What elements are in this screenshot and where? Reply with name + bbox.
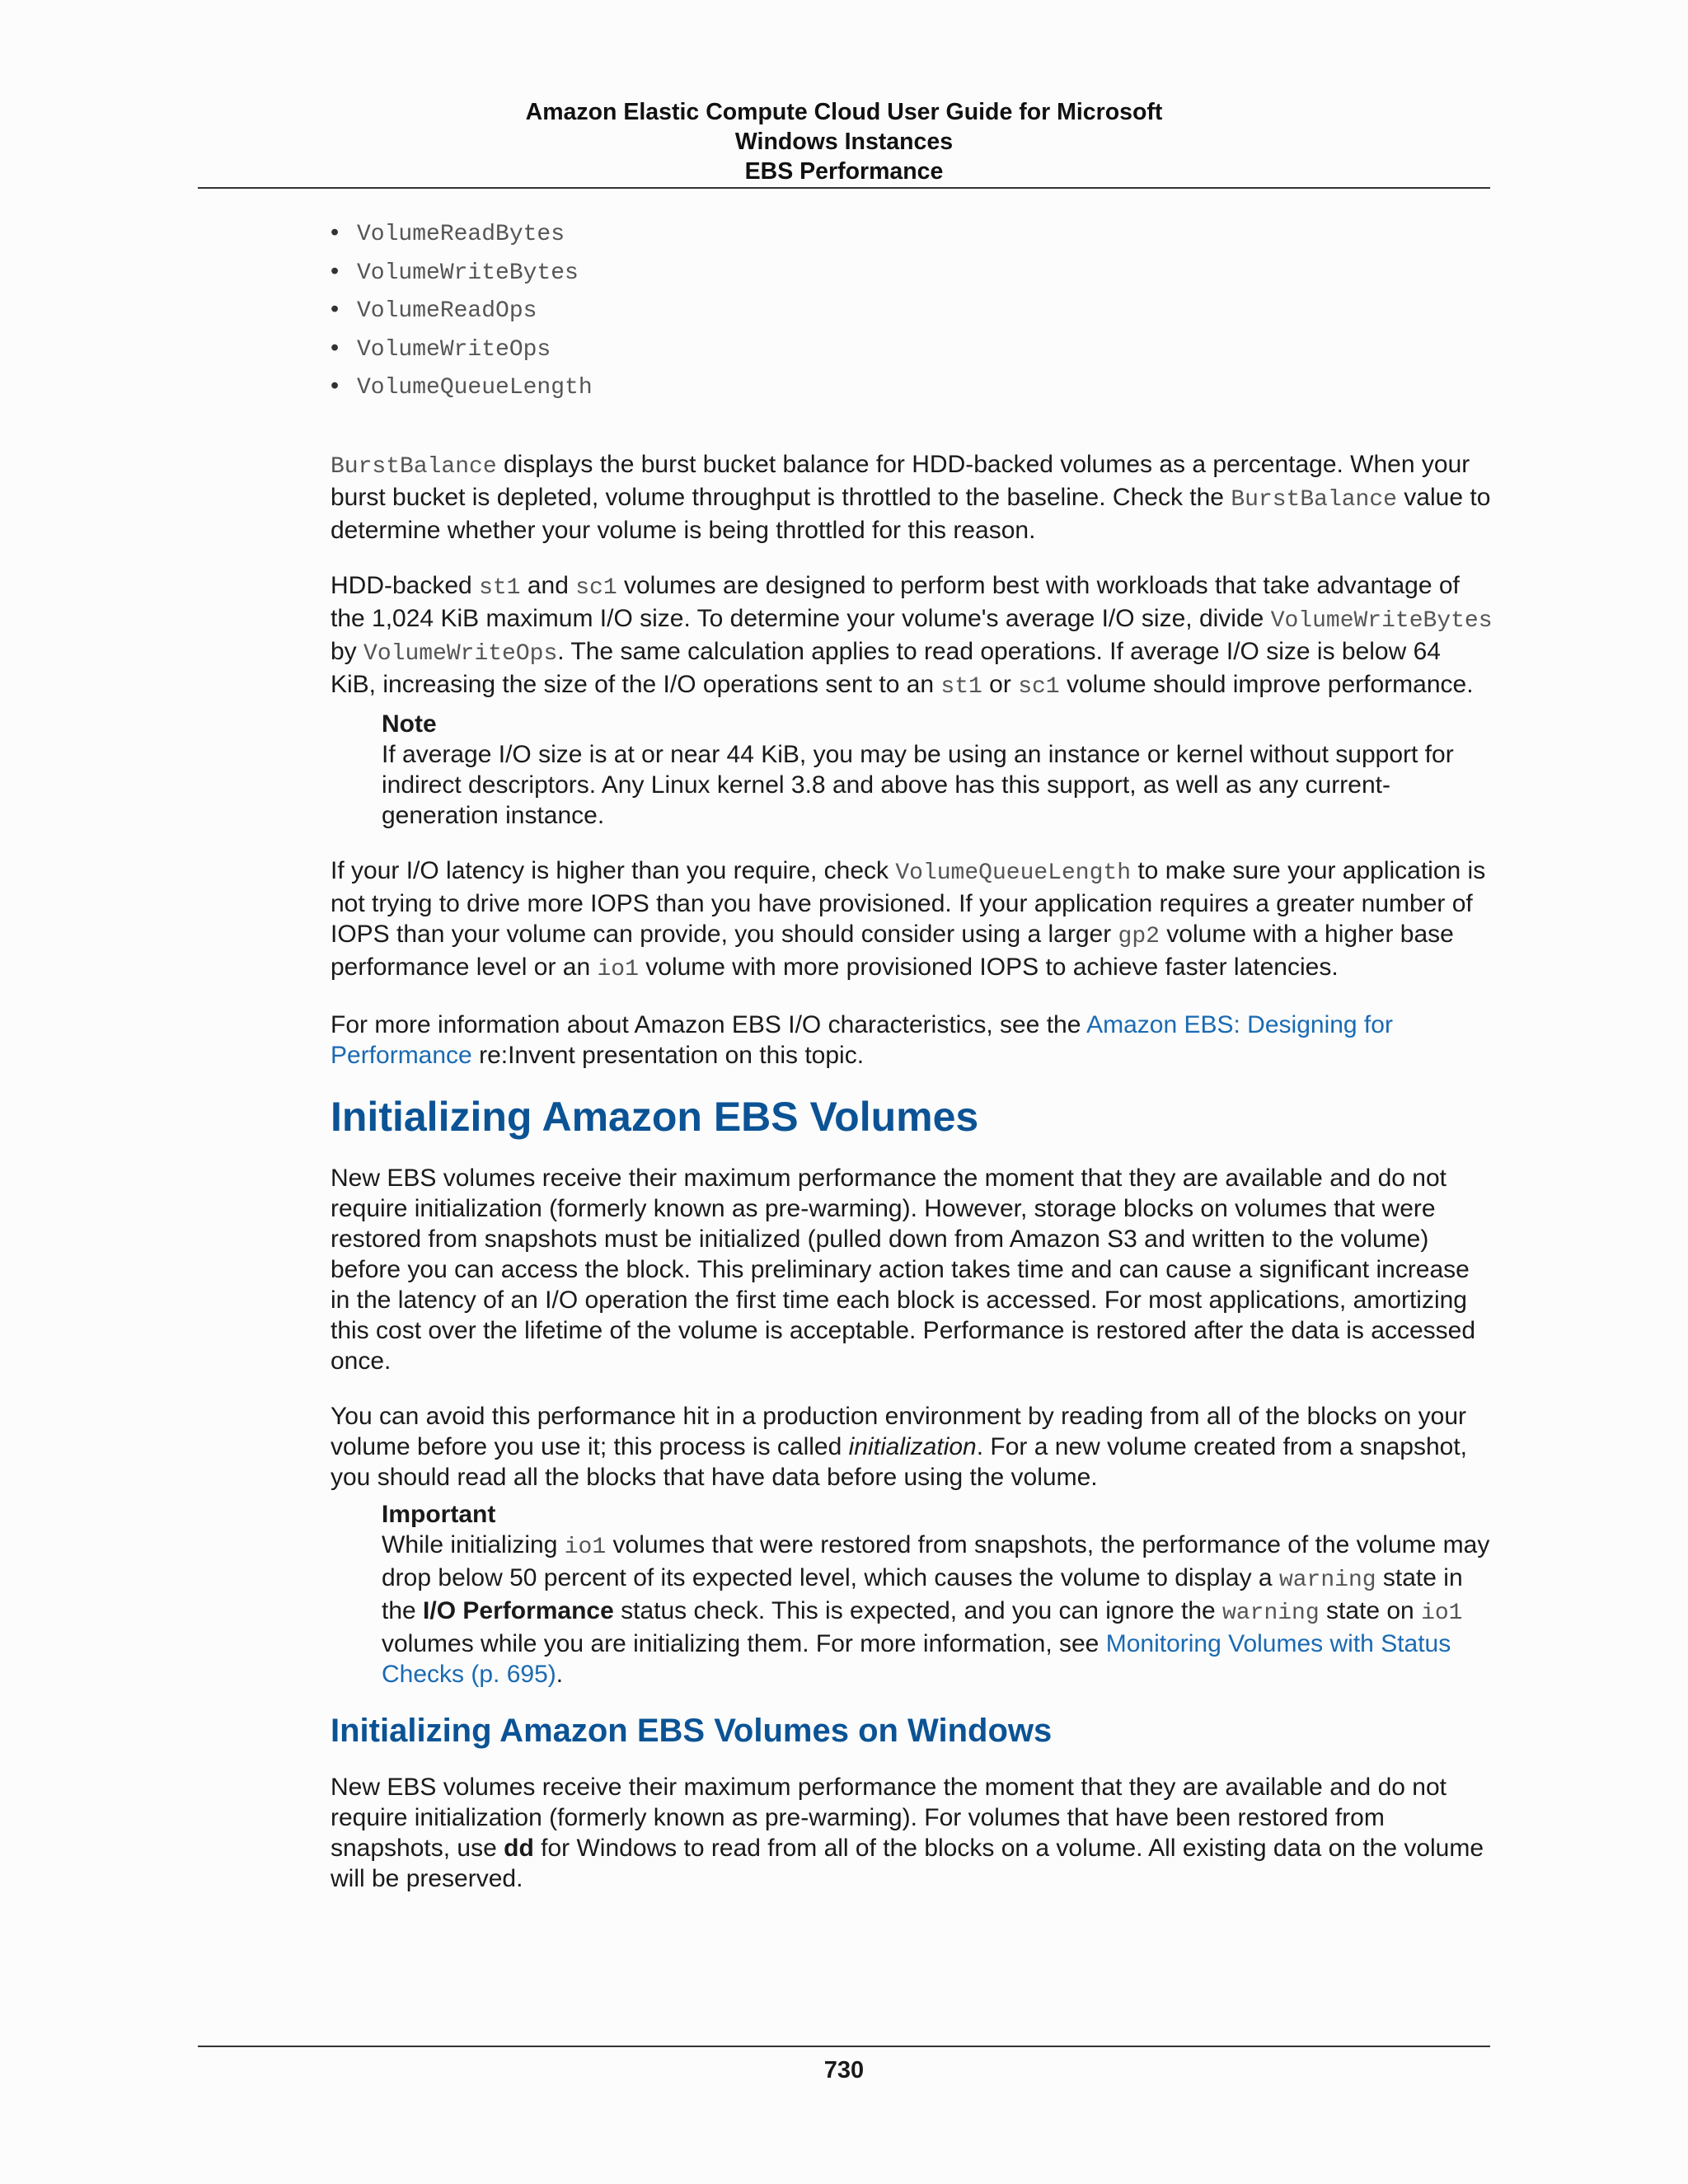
text: New EBS volumes receive their maximum performance the moment that they are available and do not require initialization (formerly known as pre-warming). For volumes that have been restored from snapshots, use: [331, 1773, 1447, 1862]
text: .: [556, 1660, 564, 1688]
important-text: [382, 1530, 1493, 1690]
designing-for-performance-link[interactable]: Amazon EBS: Designing for Performance: [331, 1010, 1393, 1069]
text: For more information about Amazon EBS I/O characteristics, see the: [331, 1010, 1087, 1038]
text: HDD-backed: [331, 571, 480, 599]
list-item: [331, 216, 1493, 255]
code-volumewriteops: VolumeWriteOps: [363, 640, 558, 667]
note-box: [382, 709, 1493, 831]
text: While initializing: [382, 1530, 565, 1558]
code-warning: warning: [1222, 1600, 1320, 1626]
header-guide-title: Amazon Elastic Compute Cloud User Guide for Microsoft: [525, 99, 1163, 125]
code-burstbalance: BurstBalance: [331, 453, 497, 480]
metric-name: VolumeWriteOps: [357, 336, 551, 363]
code-sc1: sc1: [575, 574, 617, 601]
emphasis-initialization: initialization: [848, 1432, 977, 1460]
code-volumequeuelength: VolumeQueueLength: [895, 860, 1131, 886]
text: or: [982, 670, 1019, 698]
text: If your I/O latency is higher than you require, check: [331, 856, 896, 884]
metric-name: VolumeReadOps: [357, 298, 537, 324]
monitoring-status-checks-link[interactable]: Monitoring Volumes with Status Checks (p. 695): [382, 1629, 1451, 1688]
note-text: If average I/O size is at or near 44 KiB, you may be using an instance or kernel without support for indirect descriptors. Any Linux kernel 3.8 and above has this support, as well as any current-generation instance.: [382, 740, 1454, 829]
text: state on: [1319, 1596, 1422, 1624]
page-number: 730: [823, 2057, 865, 2083]
text: displays the burst bucket balance for HDD-backed volumes as a percentage. When your burst bucket is depleted, volume throughput is throttled to the baseline. Check the: [331, 450, 1470, 511]
text: by: [331, 637, 364, 665]
list-item: [331, 369, 1493, 408]
text: volumes that were restored from snapshots, the performance of the volume may drop below 50 percent of its expected level, which causes the volume to display a: [382, 1530, 1490, 1591]
text: and: [520, 571, 576, 599]
bold-dd: dd: [504, 1834, 534, 1862]
code-st1: st1: [479, 574, 521, 601]
text: status check. This is expected, and you can ignore the: [613, 1596, 1223, 1624]
note-title: Note: [382, 710, 437, 738]
code-sc1: sc1: [1018, 673, 1060, 700]
text: volumes are designed to perform best with workloads that take advantage of the 1,024 KiB maximum I/O size. To determine your volume's average I/O size, divide: [331, 571, 1460, 632]
more-info-paragraph: [331, 1010, 1493, 1071]
text: . The same calculation applies to read operations. If average I/O size is below 64 KiB, increasing the size of the I/O operations sent to an: [331, 637, 1441, 698]
list-item: [331, 293, 1493, 331]
text: to make sure your application is not trying to drive more IOPS than you have provisioned. If your application requires a greater number of IOPS than your volume can provide, you should consider using a larger: [331, 856, 1486, 948]
latency-paragraph: [331, 855, 1493, 985]
windows-paragraph: [331, 1772, 1493, 1894]
metric-name: VolumeWriteBytes: [357, 260, 579, 286]
text: volume should improve performance.: [1059, 670, 1474, 698]
init-paragraph-1: New EBS volumes receive their maximum performance the moment that they are available and do not require initialization (formerly known as pre-warming). However, storage blocks on volumes that were restored from snapshots must be initialized (pulled down from Amazon S3 and written to the volume) before you can access the block. This preliminary action takes time and can cause a significant increase in the latency of an I/O operation the first time each block is accessed. For most applications, amortizing this cost over the lifetime of the volume is acceptable. Performance is restored after the data is accessed once.: [331, 1164, 1476, 1375]
header-chapter: EBS Performance: [744, 158, 944, 185]
text: You can avoid this performance hit in a production environment by reading from all of the blocks on your volume before you use it; this process is called: [331, 1402, 1467, 1460]
code-io1: io1: [1421, 1600, 1463, 1626]
header-guide-subtitle: Windows Instances: [734, 129, 954, 155]
text: state in the: [382, 1563, 1463, 1624]
text: re:Invent presentation on this topic.: [471, 1041, 865, 1069]
text: volumes while you are initializing them. For more information, see: [382, 1629, 1106, 1657]
text: volume with more provisioned IOPS to achieve faster latencies.: [638, 953, 1339, 981]
important-title: Important: [382, 1500, 496, 1528]
list-item: [331, 331, 1493, 370]
text: volume with a higher base performance level or an: [331, 920, 1454, 981]
text: . For a new volume created from a snapshot, you should read all the blocks that have data before using the volume.: [331, 1432, 1468, 1491]
header-divider: [198, 187, 1490, 189]
burst-balance-paragraph: [331, 449, 1493, 546]
text: value to determine whether your volume is being throttled for this reason.: [331, 483, 1491, 544]
code-io1: io1: [564, 1534, 607, 1560]
code-volumewritebytes: VolumeWriteBytes: [1270, 607, 1493, 634]
footer-divider: [198, 2046, 1490, 2047]
text: for Windows to read from all of the blocks on a volume. All existing data on the volume will be preserved.: [331, 1834, 1484, 1892]
bold-io-performance: I/O Performance: [423, 1596, 614, 1624]
list-item: [331, 255, 1493, 293]
metric-name: VolumeQueueLength: [357, 375, 593, 401]
code-io1: io1: [597, 956, 639, 982]
init-paragraph-2: [331, 1401, 1493, 1493]
code-warning: warning: [1278, 1567, 1376, 1593]
code-st1: st1: [940, 673, 982, 700]
hdd-backed-paragraph: [331, 570, 1493, 702]
page-header: [198, 97, 1490, 186]
metric-list: [331, 216, 1493, 408]
page-content: [331, 216, 1493, 1894]
important-box: [382, 1499, 1493, 1690]
code-burstbalance: BurstBalance: [1231, 486, 1397, 513]
subsection-title: Initializing Amazon EBS Volumes on Windows: [331, 1712, 1053, 1749]
metric-name: VolumeReadBytes: [357, 222, 565, 247]
code-gp2: gp2: [1118, 923, 1160, 949]
section-title: Initializing Amazon EBS Volumes: [331, 1093, 979, 1140]
